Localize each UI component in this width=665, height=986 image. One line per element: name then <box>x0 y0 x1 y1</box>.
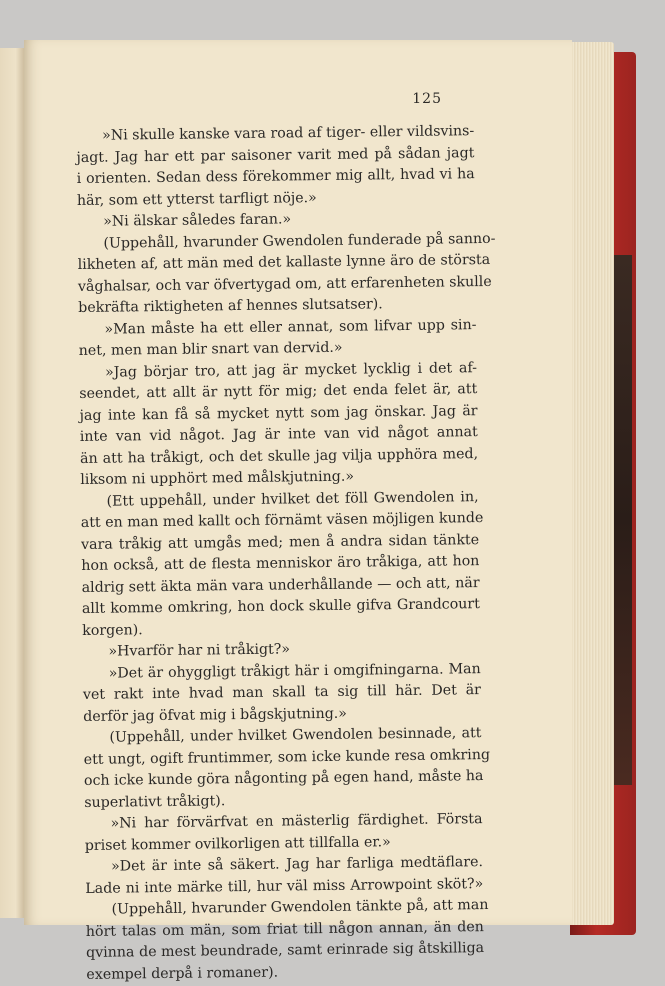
text-line: exempel derpå i romaner). <box>86 964 279 983</box>
page-number: 125 <box>412 91 442 107</box>
text-line: och icke kunde göra någonting på egen hand, måste ha <box>83 768 484 789</box>
text-line: här, som ett ytterst tarfligt nöje.» <box>76 189 317 209</box>
text-line: derför jag öfvat mig i bågskjutning.» <box>83 705 348 725</box>
text-line: (Uppehåll, hvarunder Gwendolen funderade på sanno- <box>103 230 496 252</box>
text-line: liksom ni upphört med målskjutning.» <box>80 468 355 488</box>
text-line: »Man måste ha ett eller annat, som lifvar upp sin- <box>104 316 477 338</box>
text-line: än att ha tråkigt, och det skulle jag vilja upphöra med, <box>79 445 479 467</box>
text-line: »Ni älskar således faran.» <box>103 211 292 230</box>
text-line: i orienten. Sedan dess förekommer mig allt, hvad vi ha <box>76 166 475 187</box>
text-line: att en man med kallt och förnämt väsen möjligen kunde <box>80 510 484 531</box>
page-stack-edge <box>566 42 614 925</box>
text-line: »Ni har förvärfvat en mästerlig färdighet. Första <box>110 811 483 832</box>
text-line: vara tråkig att umgås med; men å andra sidan tänkte <box>81 531 480 553</box>
text-line: »Det är inte så säkert. Jag har farliga medtäflare. <box>110 854 484 875</box>
text-line: net, men man blir snart van dervid.» <box>78 339 343 359</box>
text-line: inte van vid något. Jag är inte van vid något annat <box>79 424 478 445</box>
text-line: hört talas om män, som friat till någon annan, än den <box>85 918 484 940</box>
text-line: våghalsar, och var öfvertygad om, att erfarenheten skulle <box>77 273 492 295</box>
text-line: priset kommer ovilkorligen att tillfalla er.» <box>84 833 391 854</box>
text-line: Lade ni inte märke till, hur väl miss Arrowpoint sköt?» <box>85 875 484 897</box>
left-page-sliver <box>0 48 26 918</box>
text-line: »Hvarför har ni tråkigt?» <box>108 641 291 660</box>
text-line: bekräfta riktigheten af hennes slutsatser). <box>78 296 383 316</box>
text-line: korgen). <box>82 621 143 639</box>
text-line: aldrig sett äkta män vara underhållande — och att, när <box>81 574 480 596</box>
text-line: superlativt tråkigt). <box>84 792 226 811</box>
text-line: jagt. Jag har ett par saisoner varit med på sådan jagt <box>76 144 475 166</box>
text-line: »Det är ohyggligt tråkigt här i omgifningarna. Man <box>108 660 481 682</box>
text-line: likheten af, att män med det kallaste lynne äro de största <box>77 251 491 273</box>
page-text <box>76 121 496 986</box>
book-page <box>24 40 572 983</box>
text-line: »Ni skulle kanske vara road af tiger- eller vildsvins- <box>102 123 475 144</box>
text-line: (Uppehåll, under hvilket Gwendolen besinnade, att <box>109 725 482 746</box>
text-line: ett ungt, ogift fruntimmer, som icke kunde resa omkring <box>83 746 491 768</box>
text-line: hon också, att de flesta menniskor äro tråkiga, att hon <box>81 553 480 574</box>
text-line: »Jag börjar tro, att jag är mycket lycklig i det af- <box>104 359 478 381</box>
text-line: (Uppehåll, hvarunder Gwendolen tänkte på, att man <box>111 897 489 918</box>
text-line: jag inte kan få så mycket nytt som jag önskar. Jag är <box>79 402 478 424</box>
text-line: seendet, att allt är nytt för mig; det enda felet är, att <box>79 381 478 402</box>
text-line: allt komme omkring, hon dock skulle gifva Grandcourt <box>81 596 480 617</box>
text-line: vet rakt inte hvad man skall ta sig till här. Det är <box>82 682 482 703</box>
text-line: qvinna de mest beundrade, samt erinrade sig åtskilliga <box>86 940 485 961</box>
text-line: (Ett uppehåll, under hvilket det föll Gwendolen in, <box>106 488 479 510</box>
book-cover-inner-board <box>612 255 632 785</box>
